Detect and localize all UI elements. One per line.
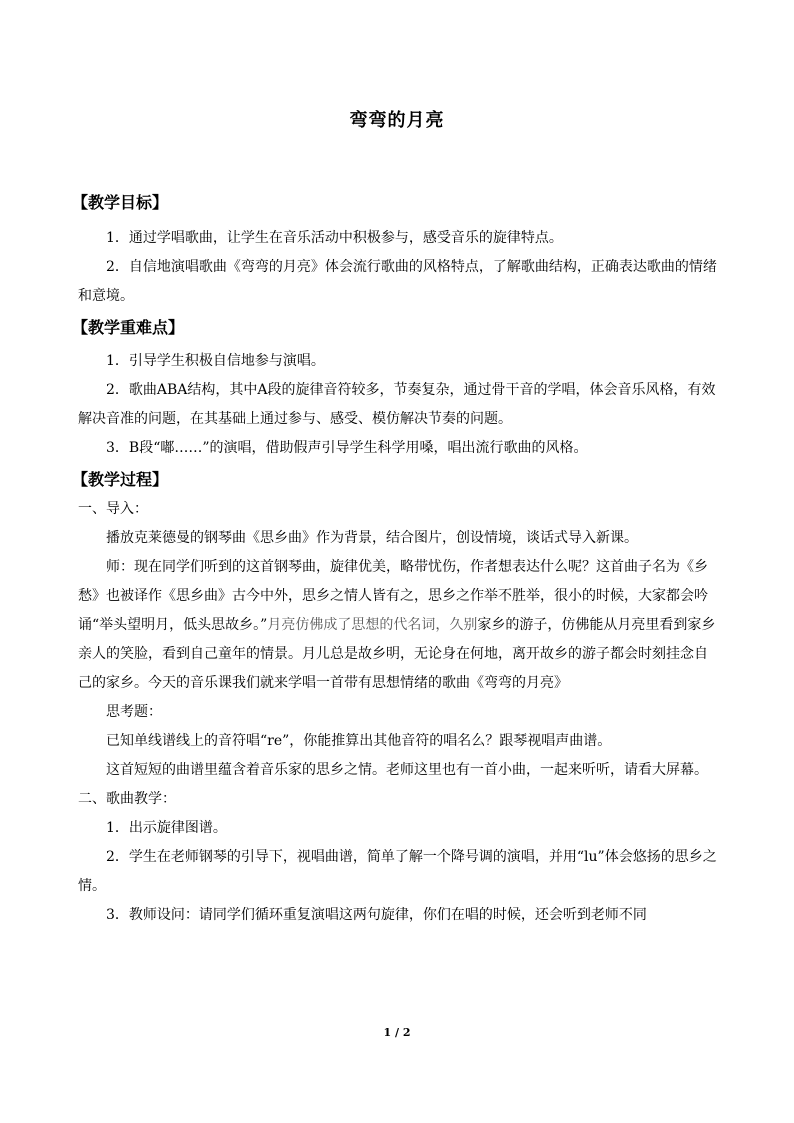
think-paragraph-1: 已知单线谱线上的音符唱“re”，你能推算出其他音符的唱名么？跟琴视唱声曲谱。 [106,733,612,749]
heading-difficulties: 【教学重难点】 [72,318,185,337]
difficulty-item-3: 3．B段“嘟……”的演唱，借助假声引导学生科学用嗓，唱出流行歌曲的风格。 [106,440,588,456]
difficulty-item-2: 2．歌曲ABA结构，其中A段的旋律音符较多，节奏复杂，通过骨干音的学唱，体会音乐风格，有效解决音准的问题，在其基础上通过参与、感受、模仿解决节奏的问题。 [78,382,716,427]
section-title-teaching: 二、歌曲教学： [78,791,176,807]
intro-paragraph-2-part-c: 家乡的游子，仿佛能从月亮里看到家乡亲人的笑脸，看到自己童年的情景。月儿总是故乡明，无论身在何地，离开故乡的游子都会时刻挂念自己的家乡。今天的音乐课我们就来学唱一首带有思想情绪的歌曲《弯弯的月亮》 [78,617,716,691]
think-label: 思考题： [106,704,162,720]
goal-item-2: 2．自信地演唱歌曲《弯弯的月亮》体会流行歌曲的风格特点，了解歌曲结构，正确表达歌曲的情绪和意境。 [78,259,717,304]
teaching-item-3: 3．教师设问：请同学们循环重复演唱这两句旋律，你们在唱的时候，还会听到老师不同 [106,907,647,923]
page-title: 弯弯的月亮 [349,110,445,131]
document-body [72,188,718,930]
teaching-item-2: 2．学生在老师钢琴的引导下，视唱曲谱，简单了解一个降号调的演唱，并用“lu”体会悠扬的思乡之情。 [78,849,717,894]
section-title-intro: 一、导入： [78,501,148,517]
page-number: 1 / 2 [383,1026,411,1039]
teaching-item-1: 1．出示旋律图谱。 [106,820,227,836]
think-paragraph-2: 这首短短的曲谱里蕴含着音乐家的思乡之情。老师这里也有一首小曲，一起来听听，请看大屏幕。 [106,762,708,778]
goal-item-1: 1．通过学唱歌曲，让学生在音乐活动中积极参与，感受音乐的旋律特点。 [106,230,563,246]
intro-paragraph-2 [78,553,718,698]
intro-paragraph-2-part-b: 月亮仿佛成了思想的代名词，久别 [267,617,478,633]
heading-process: 【教学过程】 [72,470,169,489]
intro-paragraph-1: 播放克莱德曼的钢琴曲《思乡曲》作为背景，结合图片，创设情境，谈话式导入新课。 [106,530,638,546]
difficulty-item-1: 1．引导学生积极自信地参与演唱。 [106,353,325,369]
heading-goals: 【教学目标】 [72,193,169,212]
intro-paragraph-2-part-a: 师：现在同学们听到的这首钢琴曲，旋律优美，略带忧伤，作者想表达什么呢？这首曲子名为《乡愁》也被译作《思乡曲》古今中外，思乡之情人皆有之，思乡之作举不胜举，很小的时候，大家都会吟诵“举头望明月，低头思故乡。” [78,559,708,633]
